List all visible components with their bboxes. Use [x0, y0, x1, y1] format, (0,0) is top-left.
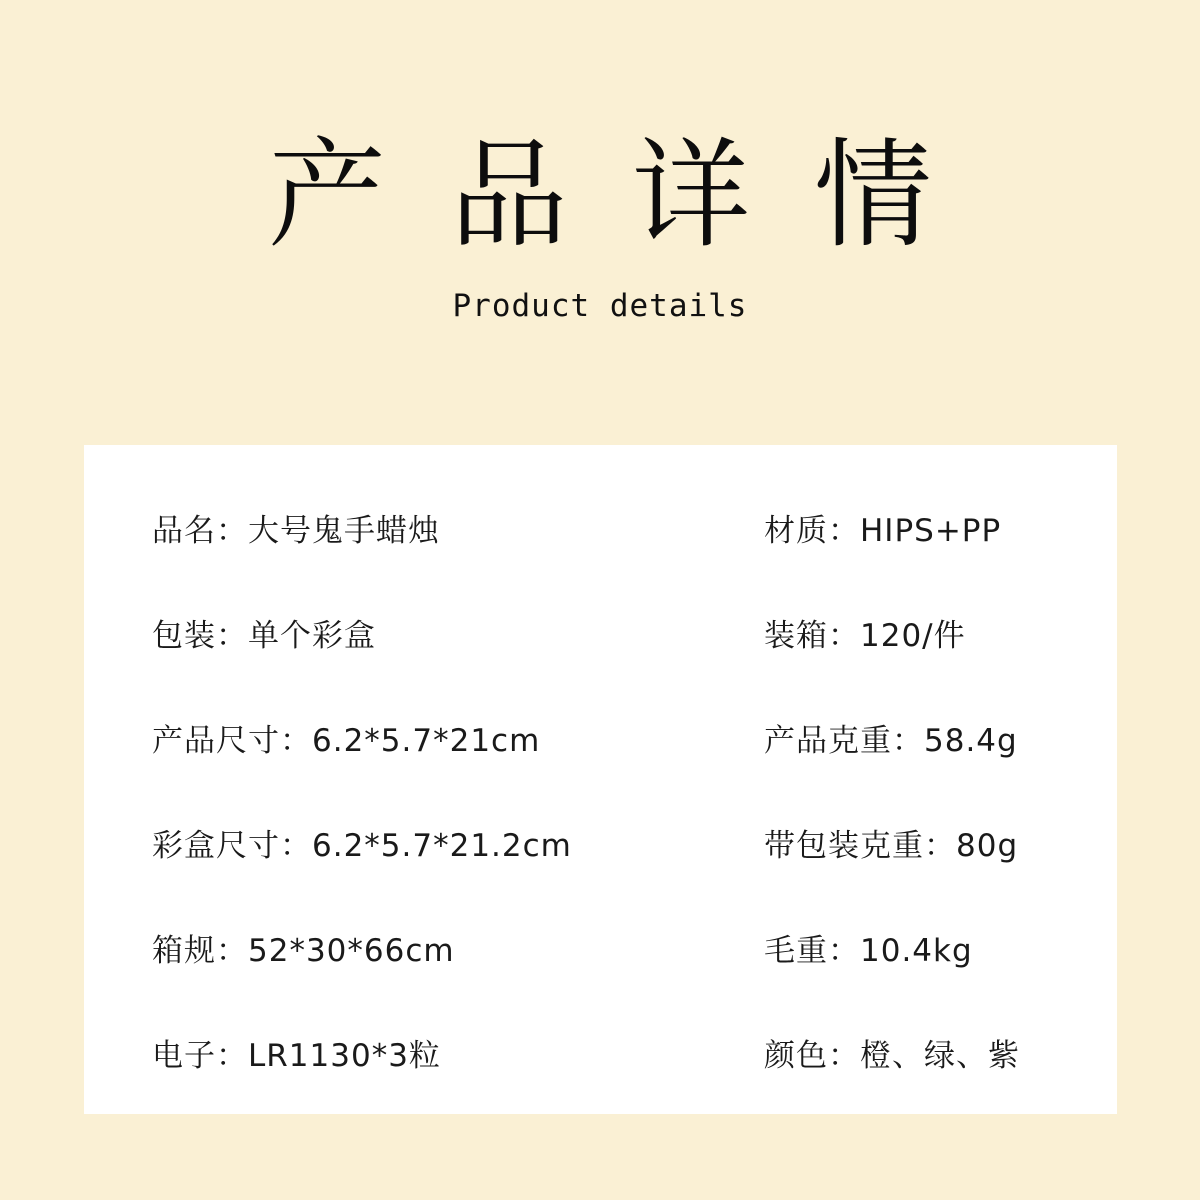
- spec-value: 橙、绿、紫: [860, 1038, 1020, 1074]
- spec-value: 80g: [956, 828, 1019, 864]
- spec-carton-size: [152, 931, 455, 971]
- spec-packaging: [152, 616, 376, 656]
- spec-label: 电子：: [152, 1038, 248, 1074]
- spec-label: 材质：: [764, 513, 860, 549]
- spec-label: 带包装克重：: [764, 828, 956, 864]
- spec-colors: [764, 1036, 1020, 1076]
- spec-label: 颜色：: [764, 1038, 860, 1074]
- spec-label: 产品克重：: [764, 723, 924, 759]
- spec-material: [764, 511, 1001, 551]
- spec-value: 6.2*5.7*21cm: [312, 723, 541, 759]
- spec-value: LR1130*3粒: [248, 1038, 441, 1074]
- spec-battery: [152, 1036, 441, 1076]
- spec-gross-weight: [764, 931, 973, 971]
- spec-value: 52*30*66cm: [248, 933, 455, 969]
- spec-value: 6.2*5.7*21.2cm: [312, 828, 572, 864]
- spec-value: 单个彩盒: [248, 618, 376, 654]
- spec-value: 10.4kg: [860, 933, 973, 969]
- spec-value: HIPS+PP: [860, 513, 1002, 549]
- page-title: 产品详情: [267, 126, 996, 264]
- spec-label: 彩盒尺寸：: [152, 828, 312, 864]
- spec-card: [84, 445, 1117, 1114]
- spec-product-weight: [764, 721, 1018, 761]
- spec-product-name: [152, 511, 440, 551]
- spec-label: 品名：: [152, 513, 248, 549]
- spec-value: 58.4g: [924, 723, 1018, 759]
- page-subtitle: Product details: [452, 288, 748, 324]
- spec-carton-qty: [764, 616, 966, 656]
- spec-label: 毛重：: [764, 933, 860, 969]
- spec-label: 产品尺寸：: [152, 723, 312, 759]
- spec-label: 包装：: [152, 618, 248, 654]
- spec-box-size: [152, 826, 572, 866]
- spec-value: 大号鬼手蜡烛: [248, 513, 440, 549]
- spec-label: 箱规：: [152, 933, 248, 969]
- spec-label: 装箱：: [764, 618, 860, 654]
- spec-product-size: [152, 721, 540, 761]
- spec-value: 120/件: [860, 618, 966, 654]
- spec-packed-weight: [764, 826, 1018, 866]
